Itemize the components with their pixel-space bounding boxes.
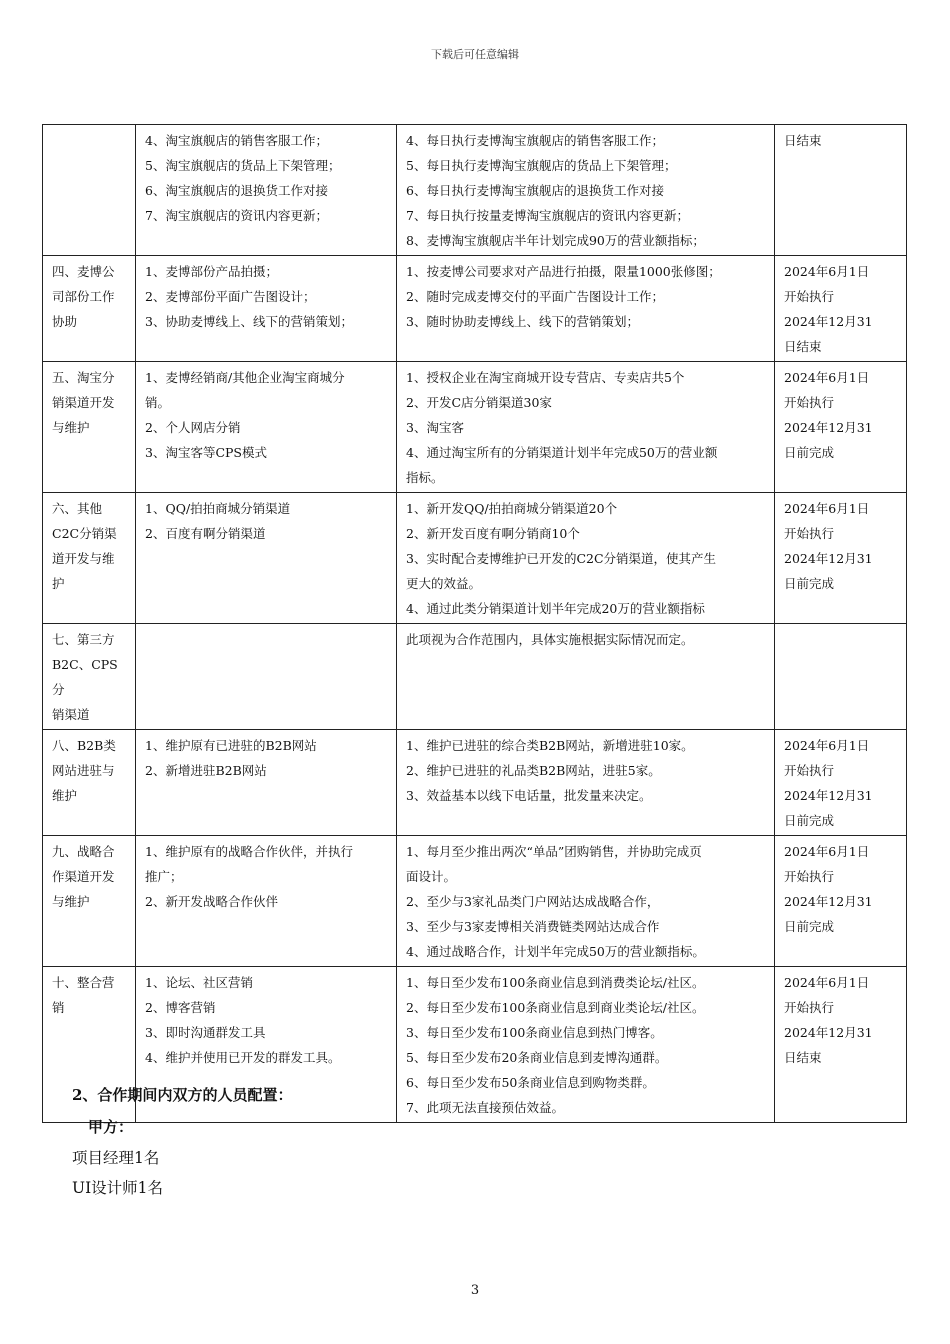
time-cell <box>775 362 907 493</box>
row-title-line: 七、第三方 <box>52 632 115 647</box>
time-cell <box>775 493 907 624</box>
row-title-cell <box>43 624 136 730</box>
work-item: 1、QQ/拍拍商城分销渠道 <box>145 501 291 516</box>
target-item: 5、每日执行麦博淘宝旗舰店的货品上下架管理； <box>406 158 677 173</box>
time-line: 2024年6月1日 <box>784 975 870 990</box>
row-title-line: 四、麦博公 <box>52 264 115 279</box>
work-items-cell <box>136 730 397 836</box>
time-line: 2024年12月31 <box>784 314 873 329</box>
target-item: 7、此项无法直接预估效益。 <box>406 1100 564 1115</box>
target-item: 4、通过此类分销渠道计划半年完成20万的营业额指标 <box>406 601 705 616</box>
work-item: 3、淘宝客等CPS模式 <box>145 445 267 460</box>
targets-cell <box>397 967 775 1123</box>
target-item: 3、效益基本以线下电话量，批发量来决定。 <box>406 788 652 803</box>
targets-cell <box>397 362 775 493</box>
work-item: 2、博客营销 <box>145 1000 216 1015</box>
row-title-line: 与维护 <box>52 420 90 435</box>
target-item: 4、通过淘宝所有的分销渠道计划半年完成50万的营业额 <box>406 445 718 460</box>
row-title-line: 销渠道 <box>52 707 90 722</box>
target-item: 1、授权企业在淘宝商城开设专营店、专卖店共5个 <box>406 370 685 385</box>
row-title-line: 司部份工作 <box>52 289 115 304</box>
targets-cell <box>397 836 775 967</box>
time-cell <box>775 836 907 967</box>
work-item: 2、麦博部份平面广告图设计； <box>145 289 316 304</box>
page-number: 3 <box>470 1283 480 1298</box>
time-line: 日前完成 <box>784 919 835 934</box>
target-item: 7、每日执行按量麦博淘宝旗舰店的资讯内容更新； <box>406 208 689 223</box>
row-title-line: 十、整合营 <box>52 975 115 990</box>
time-line: 2024年12月31 <box>784 420 873 435</box>
time-line: 2024年12月31 <box>784 788 873 803</box>
staff-item: 项目经理1名 <box>72 1149 160 1167</box>
row-title-line: 九、战略合 <box>52 844 115 859</box>
work-item: 3、即时沟通群发工具 <box>145 1025 266 1040</box>
work-item: 1、论坛、社区营销 <box>145 975 253 990</box>
row-title-line: 销渠道开发 <box>52 395 115 410</box>
work-item: 1、麦博部份产品拍摄； <box>145 264 278 279</box>
plan-table <box>42 124 907 1123</box>
target-item: 3、至少与3家麦博相关消费链类网站达成合作 <box>406 919 660 934</box>
table-row <box>43 730 907 836</box>
target-item: 2、至少与3家礼品类门户网站达成战略合作， <box>406 894 660 909</box>
time-line: 开始执行 <box>784 289 835 304</box>
target-item: 4、通过战略合作，计划半年完成50万的营业额指标。 <box>406 944 705 959</box>
work-item: 1、维护原有已进驻的B2B网站 <box>145 738 317 753</box>
work-item: 5、淘宝旗舰店的货品上下架管理； <box>145 158 341 173</box>
table-row <box>43 256 907 362</box>
row-title-cell <box>43 493 136 624</box>
time-line: 2024年6月1日 <box>784 501 870 516</box>
work-item: 2、个人网店分销 <box>145 420 241 435</box>
work-item: 销。 <box>145 395 171 410</box>
table-row <box>43 493 907 624</box>
time-cell <box>775 967 907 1123</box>
target-item: 此项视为合作范围内，具体实施根据实际情况而定。 <box>406 632 694 647</box>
row-title-line: 六、其他 <box>52 501 103 516</box>
target-item: 3、随时协助麦博线上、线下的营销策划； <box>406 314 639 329</box>
target-item: 1、维护已进驻的综合类B2B网站，新增进驻10家。 <box>406 738 694 753</box>
row-title-line: 维护 <box>52 788 78 803</box>
target-item: 2、维护已进驻的礼品类B2B网站，进驻5家。 <box>406 763 661 778</box>
work-items-cell <box>136 256 397 362</box>
target-item: 6、每日至少发布50条商业信息到购物类群。 <box>406 1075 655 1090</box>
row-title-cell <box>43 836 136 967</box>
time-line: 开始执行 <box>784 395 835 410</box>
work-item: 推广； <box>145 869 183 884</box>
target-item: 3、实时配合麦博维护已开发的C2C分销渠道，使其产生 <box>406 551 717 566</box>
target-item: 2、新开发百度有啊分销商10个 <box>406 526 580 541</box>
target-item: 2、开发C店分销渠道30家 <box>406 395 552 410</box>
work-item: 2、新增进驻B2B网站 <box>145 763 267 778</box>
row-title-line: 网站进驻与 <box>52 763 115 778</box>
targets-cell <box>397 730 775 836</box>
target-item: 4、每日执行麦博淘宝旗舰店的销售客服工作； <box>406 133 664 148</box>
work-item: 7、淘宝旗舰店的资讯内容更新； <box>145 208 328 223</box>
time-line: 日结束 <box>784 1050 822 1065</box>
time-line: 日结束 <box>784 339 822 354</box>
work-item: 2、新开发战略合作伙伴 <box>145 894 278 909</box>
target-item: 1、新开发QQ/拍拍商城分销渠道20个 <box>406 501 618 516</box>
row-title-line: 作渠道开发 <box>52 869 115 884</box>
targets-cell <box>397 493 775 624</box>
time-line: 开始执行 <box>784 763 835 778</box>
row-title-cell <box>43 730 136 836</box>
target-item: 指标。 <box>406 470 444 485</box>
time-cell <box>775 125 907 256</box>
time-cell <box>775 624 907 730</box>
work-item: 4、维护并使用已开发的群发工具。 <box>145 1050 341 1065</box>
staff-item: UI设计师1名 <box>72 1179 164 1197</box>
time-line: 2024年6月1日 <box>784 844 870 859</box>
time-line: 2024年6月1日 <box>784 738 870 753</box>
row-title-line: 五、淘宝分 <box>52 370 115 385</box>
time-line: 2024年12月31 <box>784 551 873 566</box>
row-title-line: 护 <box>52 576 65 591</box>
row-title-line: 与维护 <box>52 894 90 909</box>
table-row <box>43 836 907 967</box>
target-item: 2、随时完成麦博交付的平面广告图设计工作； <box>406 289 664 304</box>
target-item: 1、每日至少发布100条商业信息到消费类论坛/社区。 <box>406 975 705 990</box>
targets-cell <box>397 125 775 256</box>
work-item: 4、淘宝旗舰店的销售客服工作； <box>145 133 328 148</box>
target-item: 1、每月至少推出两次“单品”团购销售，并协助完成页 <box>406 844 702 859</box>
work-item: 6、淘宝旗舰店的退换货工作对接 <box>145 183 328 198</box>
row-title-cell <box>43 362 136 493</box>
time-line: 开始执行 <box>784 526 835 541</box>
section-title: 2、合作期间内双方的人员配置： <box>72 1086 293 1104</box>
target-item: 1、按麦博公司要求对产品进行拍摄，限量1000张修图； <box>406 264 721 279</box>
work-items-cell <box>136 836 397 967</box>
plan-table-body <box>43 125 907 1123</box>
time-line: 开始执行 <box>784 869 835 884</box>
row-title-line: 销 <box>52 1000 65 1015</box>
table-row <box>43 624 907 730</box>
page-header: 下载后可任意编辑 <box>431 48 519 61</box>
work-item: 1、维护原有的战略合作伙伴，并执行 <box>145 844 353 859</box>
time-line: 日前完成 <box>784 576 835 591</box>
work-items-cell <box>136 493 397 624</box>
table-row <box>43 362 907 493</box>
target-item: 2、每日至少发布100条商业信息到商业类论坛/社区。 <box>406 1000 705 1015</box>
work-item: 3、协助麦博线上、线下的营销策划； <box>145 314 353 329</box>
work-item: 1、麦博经销商/其他企业淘宝商城分 <box>145 370 345 385</box>
row-title-cell <box>43 256 136 362</box>
target-item: 5、每日至少发布20条商业信息到麦博沟通群。 <box>406 1050 668 1065</box>
target-item: 更大的效益。 <box>406 576 482 591</box>
target-item: 3、淘宝客 <box>406 420 464 435</box>
time-line: 日前完成 <box>784 813 835 828</box>
row-title-line: B2C、CPS分 <box>52 657 118 697</box>
row-title-line: 协助 <box>52 314 78 329</box>
target-item: 8、麦博淘宝旗舰店半年计划完成90万的营业额指标； <box>406 233 705 248</box>
target-item: 3、每日至少发布100条商业信息到热门博客。 <box>406 1025 663 1040</box>
time-line: 2024年12月31 <box>784 1025 873 1040</box>
work-items-cell <box>136 125 397 256</box>
row-title-line: 道开发与维 <box>52 551 115 566</box>
targets-cell <box>397 624 775 730</box>
time-line: 开始执行 <box>784 1000 835 1015</box>
target-item: 6、每日执行麦博淘宝旗舰店的退换货工作对接 <box>406 183 664 198</box>
work-items-cell <box>136 362 397 493</box>
table-row <box>43 125 907 256</box>
time-cell <box>775 256 907 362</box>
targets-cell <box>397 256 775 362</box>
row-title-line: 八、B2B类 <box>52 738 116 753</box>
row-title-line: C2C分销渠 <box>52 526 117 541</box>
time-line: 日结束 <box>784 133 822 148</box>
target-item: 面设计。 <box>406 869 457 884</box>
party-a-label: 甲方： <box>88 1118 134 1136</box>
work-items-cell <box>136 624 397 730</box>
time-line: 2024年6月1日 <box>784 264 870 279</box>
time-line: 2024年12月31 <box>784 894 873 909</box>
time-cell <box>775 730 907 836</box>
row-title-cell <box>43 125 136 256</box>
time-line: 日前完成 <box>784 445 835 460</box>
time-line: 2024年6月1日 <box>784 370 870 385</box>
work-item: 2、百度有啊分销渠道 <box>145 526 266 541</box>
